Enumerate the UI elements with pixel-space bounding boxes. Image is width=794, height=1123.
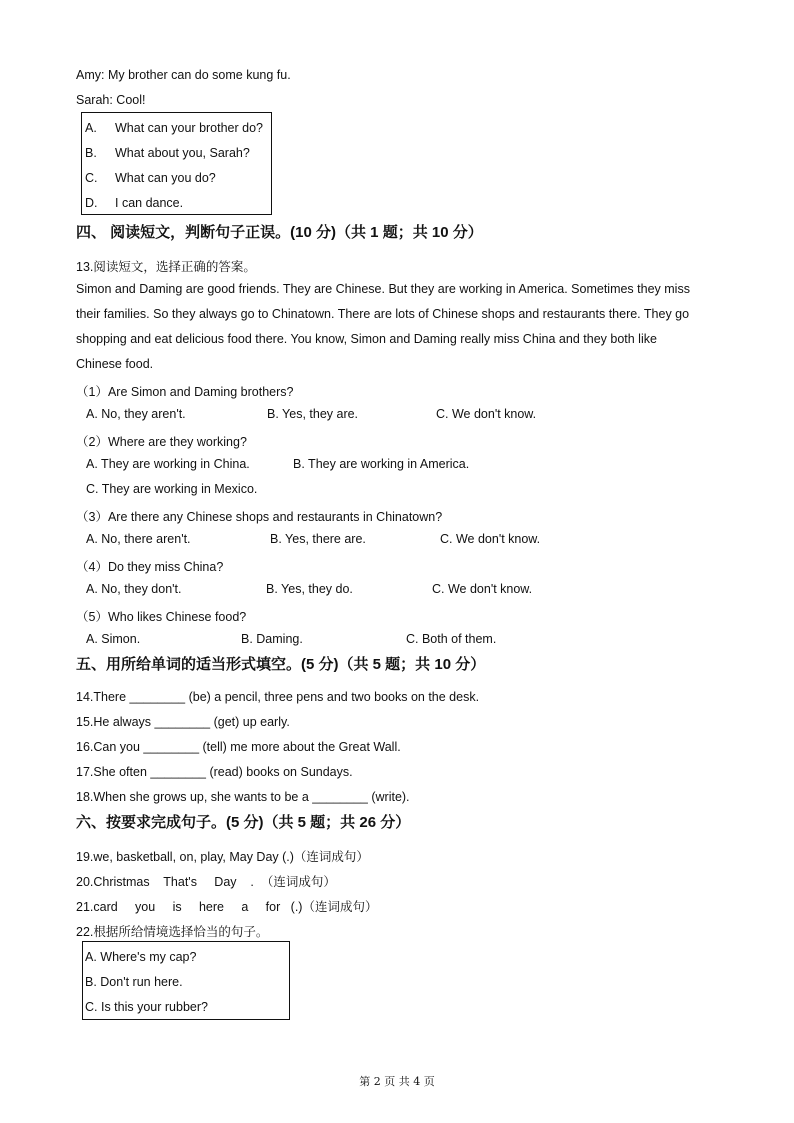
option-letter: A. [85, 121, 97, 135]
fill-item-18: 18.When she grows up, she wants to be a ________ (write). [76, 790, 410, 804]
question-1-option-b: B. Yes, they are. [267, 407, 359, 421]
question-5: （5）Who likes Chinese food? [76, 610, 247, 624]
question-4: （4）Do they miss China? [76, 560, 224, 574]
option-letter: D. [85, 196, 98, 210]
sentence-item-19: 19.we, basketball, on, play, May Day (.)（连词成句） [76, 850, 369, 864]
dialogue-line-amy: Amy: My brother can do some kung fu. [76, 68, 291, 82]
question-1-option-c: C. We don't know. [436, 407, 537, 421]
situation-options-box [82, 941, 290, 1020]
question-3-option-a: A. No, there aren't. [86, 532, 191, 546]
question-1: （1）Are Simon and Daming brothers? [76, 385, 294, 399]
fill-item-16: 16.Can you ________ (tell) me more about the Great Wall. [76, 740, 401, 754]
dialogue-line-sarah: Sarah: Cool! [76, 93, 146, 107]
section-6-heading: 六、按要求完成句子。(5 分)（共 5 题；共 26 分） [76, 814, 411, 831]
option-text: What can you do? [115, 171, 216, 185]
q13-title: 13.阅读短文，选择正确的答案。 [76, 260, 256, 274]
question-3: （3）Are there any Chinese shops and restaurants in Chinatown? [76, 510, 443, 524]
question-5-option-a: A. Simon. [86, 632, 141, 646]
section-5-heading: 五、用所给单词的适当形式填空。(5 分)（共 5 题；共 10 分） [76, 656, 486, 673]
section-4-heading: 四、 阅读短文，判断句子正误。(10 分)（共 1 题；共 10 分） [76, 224, 483, 241]
question-4-option-a: A. No, they don't. [86, 582, 182, 596]
question-5-option-b: B. Daming. [241, 632, 303, 646]
question-2: （2）Where are they working? [76, 435, 247, 449]
fill-item-17: 17.She often ________ (read) books on Sundays. [76, 765, 353, 779]
passage-line-1: Simon and Daming are good friends. They are Chinese. But they are working in America. Sometimes they miss [76, 282, 690, 296]
question-2-option-a: A. They are working in China. [86, 457, 250, 471]
page-footer: 第 2 页 共 4 页 [359, 1075, 435, 1088]
sentence-item-21: 21.card you is here a for (.)（连词成句） [76, 900, 378, 914]
situation-option-c: C. Is this your rubber? [85, 1000, 208, 1014]
option-letter: B. [85, 146, 97, 160]
question-3-option-c: C. We don't know. [440, 532, 541, 546]
option-text: What about you, Sarah? [115, 146, 250, 160]
passage-line-4: Chinese food. [76, 357, 154, 371]
question-4-option-b: B. Yes, they do. [266, 582, 353, 596]
option-text: I can dance. [115, 196, 184, 210]
situation-option-b: B. Don't run here. [85, 975, 183, 989]
fill-item-15: 15.He always ________ (get) up early. [76, 715, 290, 729]
question-2-option-c: C. They are working in Mexico. [86, 482, 258, 496]
sentence-item-20: 20.Christmas That's Day . （连词成句） [76, 875, 336, 889]
option-text: What can your brother do? [115, 121, 263, 135]
passage-line-3: shopping and eat delicious food there. You know, Simon and Daming really miss China and they both like [76, 332, 657, 346]
dialogue-options-box [81, 112, 272, 215]
question-4-option-c: C. We don't know. [432, 582, 533, 596]
question-5-option-c: C. Both of them. [406, 632, 497, 646]
situation-option-a: A. Where's my cap? [85, 950, 197, 964]
sentence-item-22: 22.根据所给情境选择恰当的句子。 [76, 925, 269, 939]
option-letter: C. [85, 171, 98, 185]
question-2-option-b: B. They are working in America. [293, 457, 470, 471]
question-3-option-b: B. Yes, there are. [270, 532, 366, 546]
question-1-option-a: A. No, they aren't. [86, 407, 186, 421]
fill-item-14: 14.There ________ (be) a pencil, three pens and two books on the desk. [76, 690, 480, 704]
passage-line-2: their families. So they always go to Chinatown. There are lots of Chinese shops and restaurants there. They go [76, 307, 690, 321]
